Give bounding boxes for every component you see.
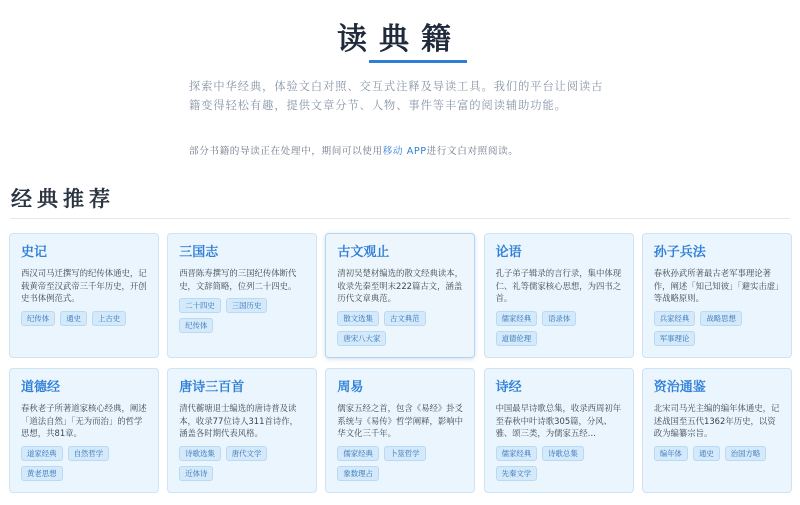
book-tag[interactable]: 唐宋八大家 [337,331,386,346]
site-intro: 探索中华经典，体验文白对照、交互式注释及导读工具。我们的平台让阅读古籍变得轻松有趣，提供文章分节、人物、事件等丰富的阅读辅助功能。 [189,80,604,112]
book-tags [496,311,623,346]
notice-text-after: 进行文白对照阅读。 [426,146,519,157]
section-divider [10,218,790,219]
book-tags [337,446,464,481]
book-description: 春秋孙武所著最古老军事理论著作，阐述「知己知彼」「避实击虚」等战略原则。 [653,268,780,303]
book-description: 西汉司马迁撰写的纪传体通史，记载黄帝至汉武帝三千年历史，开创史书体例范式。 [21,268,147,303]
book-tags [496,446,623,481]
book-description: 清初吴楚材编选的散文经典读本，收录先秦至明末222篇古文，涵盖历代文章典范。 [337,268,463,303]
book-title: 诗经 [495,380,522,395]
book-description: 春秋老子所著道家核心经典，阐述「道法自然」「无为而治」的哲学思想，共81章。 [21,403,147,438]
site-title: 读典籍 [337,22,463,57]
book-card-daodejing[interactable] [9,368,159,493]
book-tag[interactable]: 儒家经典 [496,446,538,461]
book-tag[interactable]: 先秦文学 [496,466,538,481]
book-tags [21,446,148,481]
book-title: 道德经 [21,380,61,395]
book-tag[interactable]: 古文典范 [384,311,426,326]
book-description: 孔子弟子辑录的言行录，集中体现仁、礼等儒家核心思想，为四书之首。 [495,268,622,303]
book-card-zhouyi[interactable] [325,368,475,493]
book-tag[interactable]: 通史 [693,446,720,461]
processing-notice [189,143,649,157]
book-tag[interactable]: 兵家经典 [654,311,696,326]
book-title: 周易 [337,380,364,395]
book-tag[interactable]: 军事理论 [654,331,696,346]
book-title: 唐诗三百首 [179,380,245,395]
book-tag[interactable]: 诗歌选集 [179,446,221,461]
book-tag[interactable]: 纪传体 [21,311,55,326]
book-tag[interactable]: 二十四史 [179,298,221,313]
book-card-lunyu[interactable] [484,233,634,358]
book-card-shiji[interactable] [9,233,159,358]
section-title: 经典推荐 [11,187,115,211]
book-title: 史记 [21,245,48,260]
book-tag[interactable]: 编年体 [654,446,688,461]
book-tag[interactable]: 儒家经典 [337,446,379,461]
book-card-guwenguanzhi[interactable] [325,233,475,358]
book-card-sanguozhi[interactable] [167,233,317,358]
book-tag[interactable]: 散文选集 [337,311,379,326]
book-description: 北宋司马光主编的编年体通史，记述战国至五代1362年历史，以资政为编纂宗旨。 [653,403,780,438]
book-tags [179,298,306,333]
book-card-sunzi-bingfa[interactable] [642,233,792,358]
book-title: 三国志 [179,245,219,260]
book-card-zizhi-tongjian[interactable] [642,368,792,493]
book-tag[interactable]: 上古史 [92,311,126,326]
book-tag[interactable]: 唐代文学 [226,446,268,461]
title-underline [369,60,467,63]
book-title: 资治通鉴 [653,380,706,395]
book-tag[interactable]: 黄老思想 [21,466,63,481]
book-tag[interactable]: 纪传体 [179,318,213,333]
book-tag[interactable]: 诗歌总集 [542,446,584,461]
book-tag[interactable]: 近体诗 [179,466,213,481]
book-title: 古文观止 [337,245,390,260]
mobile-app-link[interactable]: 移动 APP [382,146,427,157]
book-tag[interactable]: 语录体 [542,311,576,326]
book-tags [654,446,781,461]
book-card-shijing[interactable] [484,368,634,493]
notice-text-before: 部分书籍的导读正在处理中，期间可以使用 [189,146,383,157]
book-tag[interactable]: 三国历史 [226,298,268,313]
book-tags [337,311,464,346]
book-title: 论语 [495,245,522,260]
book-description: 中国最早诗歌总集，收录西周初年至春秋中叶诗歌305篇，分风、雅、颂三类，为儒家五经… [495,403,622,438]
book-tag[interactable]: 道家经典 [21,446,63,461]
book-tag[interactable]: 自然哲学 [68,446,110,461]
book-description: 清代蘅塘退士编选的唐诗普及读本，收录77位诗人311首诗作，涵盖各时期代表风格。 [179,403,298,438]
book-card-tangshi-300[interactable] [167,368,317,493]
book-tag[interactable]: 治国方略 [725,446,767,461]
book-tags [179,446,306,481]
book-tags [21,311,148,326]
book-tag[interactable]: 通史 [60,311,87,326]
book-tag[interactable]: 战略思想 [700,311,742,326]
book-title: 孙子兵法 [653,245,706,260]
book-tag[interactable]: 儒家经典 [496,311,538,326]
book-description: 西晋陈寿撰写的三国纪传体断代史，文辞简略，位列二十四史。 [179,268,297,291]
book-tag[interactable]: 卜筮哲学 [384,446,426,461]
book-card-grid [9,233,792,493]
book-description: 儒家五经之首，包含《易经》卦爻系统与《易传》哲学阐释，影响中华文化三千年。 [337,403,463,438]
book-tags [654,311,781,346]
book-tag[interactable]: 道德伦理 [496,331,538,346]
book-tag[interactable]: 象数理占 [337,466,379,481]
